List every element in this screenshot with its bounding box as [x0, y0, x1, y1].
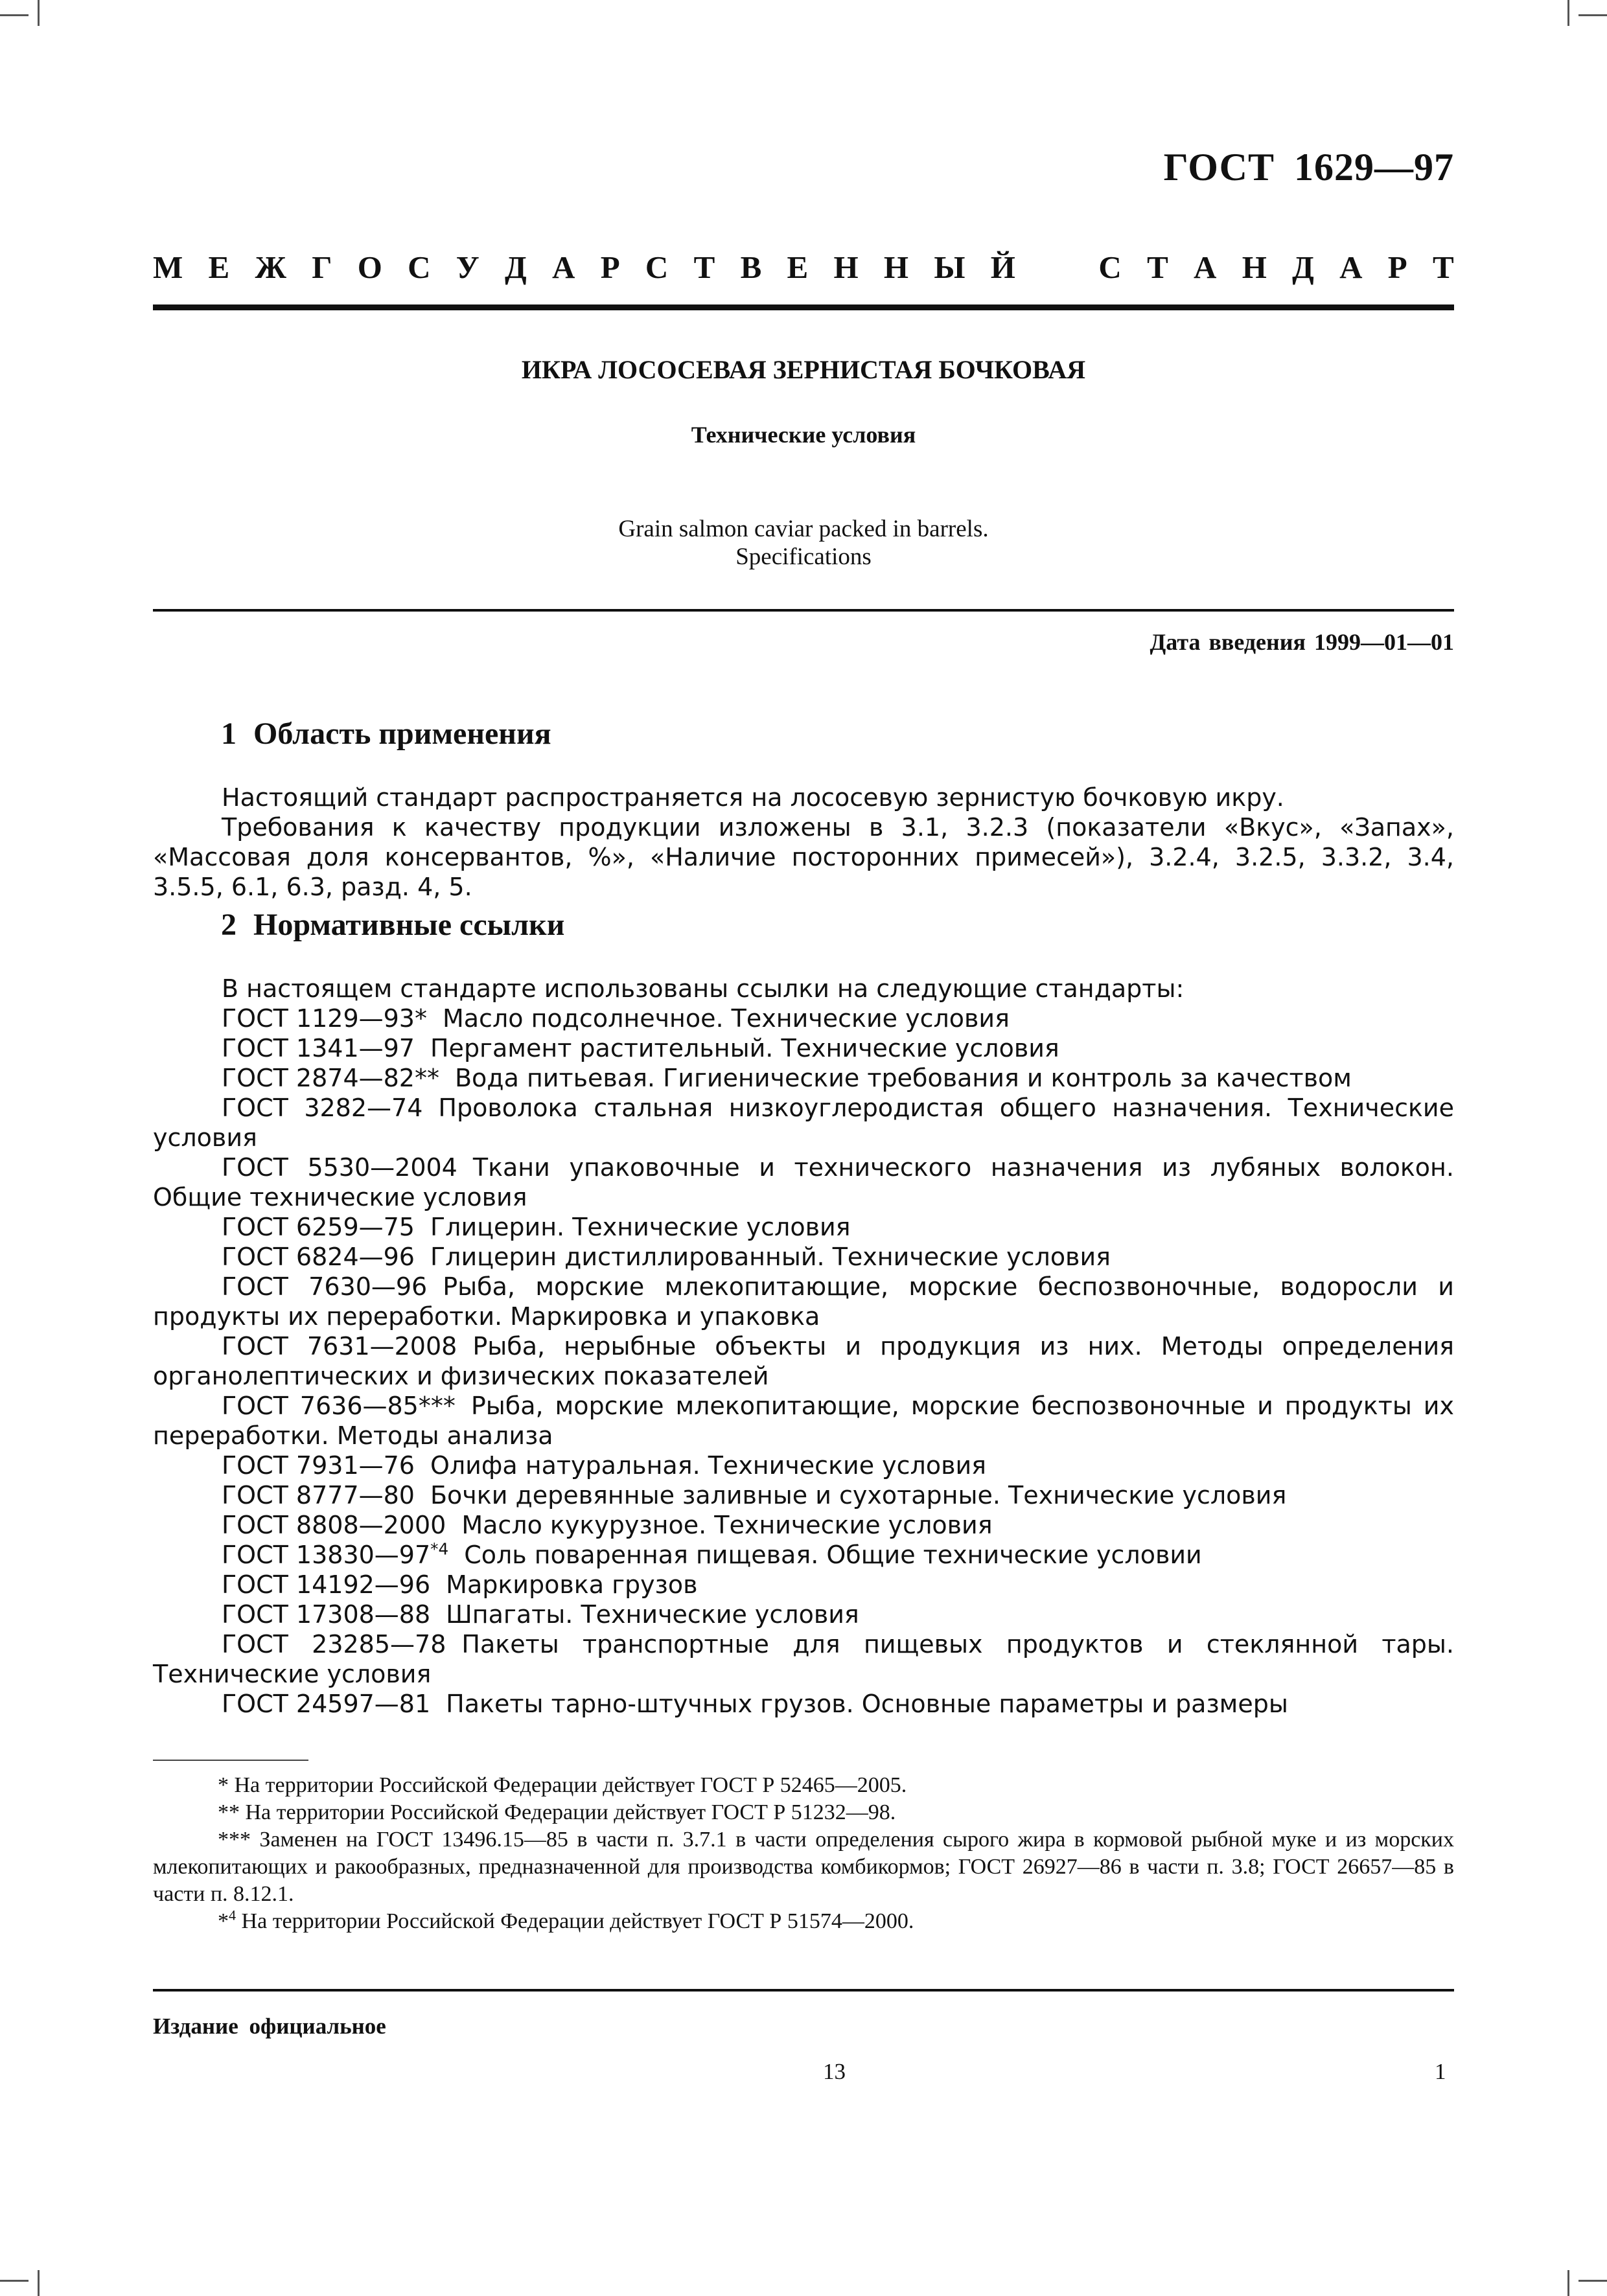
- heading-letter: О: [357, 249, 382, 285]
- crop-mark: [1567, 2270, 1569, 2296]
- footnote-text: На территории Российской Федерации действует ГОСТ Р 51574—2000.: [241, 1909, 914, 1933]
- reference-code-text: ГОСТ 7636—85***: [222, 1392, 456, 1420]
- reference-item: [153, 1004, 1454, 1033]
- reference-title: Вода питьевая. Гигиенические требования и контроль за качеством: [454, 1064, 1352, 1092]
- heading-letter: А: [1194, 249, 1217, 285]
- reference-code-text: ГОСТ 1341—97: [222, 1034, 415, 1062]
- heading-letter: Д: [1292, 249, 1314, 285]
- title-rule: [153, 609, 1454, 612]
- reference-code: [222, 1481, 415, 1510]
- heading-letter: Н: [1242, 249, 1267, 285]
- heading-letter: Т: [1147, 249, 1168, 285]
- crop-mark: [0, 2280, 29, 2282]
- footnote: [153, 1772, 1454, 1799]
- reference-code: [222, 1034, 415, 1062]
- reference-code: [222, 1541, 448, 1569]
- reference-code: [222, 1451, 415, 1480]
- footnote: [153, 1908, 1454, 1935]
- reference-item: [153, 1272, 1454, 1331]
- paragraph: В настоящем стандарте использованы ссылки на следующие стандарты:: [222, 974, 1185, 1003]
- reference-code: [222, 1332, 457, 1360]
- reference-title: Пергамент растительный. Технические условия: [430, 1034, 1059, 1062]
- heading-letter: Д: [505, 249, 527, 285]
- heading-letter: Т: [693, 249, 715, 285]
- english-title-line: Specifications: [735, 544, 872, 570]
- reference-code-text: ГОСТ 6259—75: [222, 1213, 415, 1241]
- section-body: [153, 974, 1454, 1719]
- reference-code-text: ГОСТ 24597—81: [222, 1690, 431, 1718]
- reference-title: Проволока стальная низкоуглеродистая общего назначения. Технические условия: [153, 1094, 1454, 1152]
- reference-code: [222, 1243, 415, 1271]
- reference-code-text: ГОСТ 14192—96: [222, 1570, 431, 1599]
- heading-letter: Р: [1387, 249, 1407, 285]
- footnote-text: На территории Российской Федерации действует ГОСТ Р 52465—2005.: [234, 1773, 907, 1797]
- reference-code-text: ГОСТ 7630—96: [222, 1272, 428, 1301]
- reference-code: [222, 1272, 427, 1301]
- reference-code: [222, 1630, 446, 1659]
- reference-item: [153, 1629, 1454, 1689]
- reference-code: [222, 1064, 439, 1092]
- footnote-mark: *: [218, 1909, 229, 1933]
- heading-letter: Е: [208, 249, 230, 285]
- standard-code: ГОСТ 1629—97: [1163, 146, 1454, 189]
- crop-mark: [1578, 2280, 1607, 2282]
- footnote: [153, 1799, 1454, 1826]
- heading-letter: У: [456, 249, 480, 285]
- section-title: Нормативные ссылки: [253, 908, 565, 942]
- heading-letter: Т: [1433, 249, 1454, 285]
- heading-letter: Г: [312, 249, 332, 285]
- reference-code-text: ГОСТ 2874—82**: [222, 1064, 439, 1092]
- reference-code-text: ГОСТ 5530—2004: [222, 1153, 457, 1182]
- reference-code: [222, 1600, 430, 1629]
- crop-mark: [0, 14, 29, 16]
- reference-item: [153, 1331, 1454, 1391]
- reference-item: [153, 1391, 1454, 1451]
- crop-mark: [38, 2270, 40, 2296]
- reference-item: [153, 1510, 1454, 1540]
- heading-letter: Ы: [934, 249, 965, 285]
- reference-title: Пакеты транспортные для пищевых продуктов и стеклянной тары. Технические условия: [153, 1630, 1454, 1688]
- reference-item: [153, 1212, 1454, 1242]
- reference-title: Масло кукурузное. Технические условия: [461, 1511, 993, 1539]
- reference-code: [222, 1511, 446, 1539]
- reference-code-text: ГОСТ 6824—96: [222, 1243, 415, 1271]
- reference-code: [222, 1004, 427, 1033]
- reference-item: [153, 1570, 1454, 1600]
- reference-title: Рыба, нерыбные объекты и продукция из них. Методы определения органолептических и физических показателей: [153, 1332, 1454, 1390]
- footnote-marker: *4: [430, 1539, 449, 1559]
- reference-title: Маркировка грузов: [446, 1570, 698, 1599]
- section-heading: [221, 716, 551, 752]
- reference-title: Пакеты тарно-штучных грузов. Основные параметры и размеры: [446, 1690, 1288, 1718]
- document-subtitle: Технические условия: [691, 422, 916, 448]
- footnotes: [153, 1772, 1454, 1935]
- heading-letter: Н: [883, 249, 909, 285]
- header-rule: [153, 304, 1454, 310]
- footnote-mark: *: [218, 1773, 229, 1797]
- heading-letter: С: [1098, 249, 1122, 285]
- reference-code: [222, 1690, 430, 1718]
- section-number: 1: [221, 717, 237, 751]
- reference-code: [222, 1094, 422, 1122]
- footnote: [153, 1826, 1454, 1908]
- reference-code-text: ГОСТ 23285—78: [222, 1630, 446, 1659]
- reference-item: [153, 1689, 1454, 1719]
- reference-title: Глицерин. Технические условия: [430, 1213, 851, 1241]
- paragraph: Требования к качеству продукции изложены в 3.1, 3.2.3 (показатели «Вкус», «Запах», «Массовая доля консервантов, %», «Наличие посторонних примесей»), 3.2.4, 3.2.5, 3.3.2, 3.4, 3.5.5, 6.1, 6.3, разд. 4, 5.: [153, 813, 1454, 901]
- reference-code: [222, 1392, 456, 1420]
- footnote-text: На территории Российской Федерации действует ГОСТ Р 51232—98.: [245, 1800, 896, 1824]
- heading-letter: А: [1339, 249, 1363, 285]
- document-title: ИКРА ЛОСОСЕВАЯ ЗЕРНИСТАЯ БОЧКОВАЯ: [521, 355, 1086, 384]
- word-gap: [1041, 251, 1073, 283]
- interstate-standard-heading: [153, 251, 1454, 283]
- reference-item: [153, 1540, 1454, 1570]
- heading-letter: В: [740, 249, 762, 285]
- reference-code-text: ГОСТ 7931—76: [222, 1451, 415, 1480]
- reference-item: [153, 1451, 1454, 1480]
- official-edition-label: Издание официальное: [153, 2014, 386, 2039]
- reference-title: Соль поваренная пищевая. Общие технические условии: [464, 1541, 1202, 1569]
- section-title: Область применения: [253, 717, 551, 751]
- reference-item: [153, 1480, 1454, 1510]
- heading-letter: М: [153, 249, 183, 285]
- reference-title: Рыба, морские млекопитающие, морские беспозвоночные и продукты их переработки. Методы анализа: [153, 1392, 1454, 1450]
- heading-letter: Ж: [255, 249, 286, 285]
- heading-letter: Й: [990, 249, 1015, 285]
- reference-title: Ткани упаковочные и технического назначения из лубяных волокон. Общие технические условия: [153, 1153, 1454, 1211]
- footnote-mark: **: [218, 1800, 240, 1824]
- reference-code-text: ГОСТ 8777—80: [222, 1481, 415, 1510]
- section-body: [153, 783, 1454, 902]
- reference-code-text: ГОСТ 7631—2008: [222, 1332, 457, 1360]
- heading-letter: Р: [600, 249, 620, 285]
- reference-title: Бочки деревянные заливные и сухотарные. Технические условия: [430, 1481, 1287, 1510]
- heading-letter: А: [552, 249, 575, 285]
- heading-letter: Е: [787, 249, 809, 285]
- reference-code-text: ГОСТ 3282—74: [222, 1094, 423, 1122]
- reference-code-text: ГОСТ 13830—97: [222, 1541, 431, 1569]
- reference-item: [153, 1063, 1454, 1093]
- reference-code-text: ГОСТ 17308—88: [222, 1600, 431, 1629]
- reference-item: [153, 1093, 1454, 1153]
- reference-code: [222, 1570, 430, 1599]
- footer-rule: [153, 1989, 1454, 1992]
- page-number: 1: [1435, 2059, 1446, 2084]
- heading-letter: Н: [833, 249, 859, 285]
- english-title-line: Grain salmon caviar packed in barrels.: [618, 516, 989, 542]
- section-heading: [221, 907, 564, 943]
- reference-item: [153, 1600, 1454, 1629]
- crop-mark: [38, 0, 40, 26]
- reference-title: Олифа натуральная. Технические условия: [430, 1451, 987, 1480]
- section-number: 2: [221, 908, 237, 942]
- footnote-text: Заменен на ГОСТ 13496.15—85 в части п. 3.7.1 в части определения сырого жира в кормовой рыбной муке и из морских млекопитающих и ракообразных, предназначенной для производства комбикормов; ГОСТ 26927—86 в части п. 3.8; ГОСТ 26657—85 в части п. 8.12.1.: [153, 1828, 1454, 1906]
- reference-item: [153, 1153, 1454, 1212]
- reference-code: [222, 1153, 457, 1182]
- crop-mark: [1578, 14, 1607, 16]
- reference-item: [153, 1033, 1454, 1063]
- heading-letter: С: [408, 249, 431, 285]
- reference-title: Глицерин дистиллированный. Технические условия: [430, 1243, 1111, 1271]
- reference-code-text: ГОСТ 8808—2000: [222, 1511, 446, 1539]
- reference-title: Масло подсолнечное. Технические условия: [442, 1004, 1010, 1033]
- footnote-mark: ***: [218, 1828, 251, 1852]
- english-title: [153, 515, 1454, 571]
- footnote-rule: [153, 1760, 308, 1761]
- reference-item: [153, 1242, 1454, 1272]
- reference-title: Рыба, морские млекопитающие, морские беспозвоночные, водоросли и продукты их переработки. Маркировка и упаковка: [153, 1272, 1454, 1331]
- reference-code: [222, 1213, 415, 1241]
- heading-letter: С: [645, 249, 669, 285]
- reference-code-text: ГОСТ 1129—93*: [222, 1004, 427, 1033]
- introduction-date: Дата введения 1999—01—01: [1150, 629, 1454, 655]
- footnote-mark-sup: 4: [229, 1907, 237, 1923]
- crop-mark: [1567, 0, 1569, 26]
- reference-title: Шпагаты. Технические условия: [446, 1600, 859, 1629]
- paragraph: Настоящий стандарт распространяется на лососевую зернистую бочковую икру.: [222, 783, 1284, 812]
- page-number: 13: [823, 2059, 846, 2084]
